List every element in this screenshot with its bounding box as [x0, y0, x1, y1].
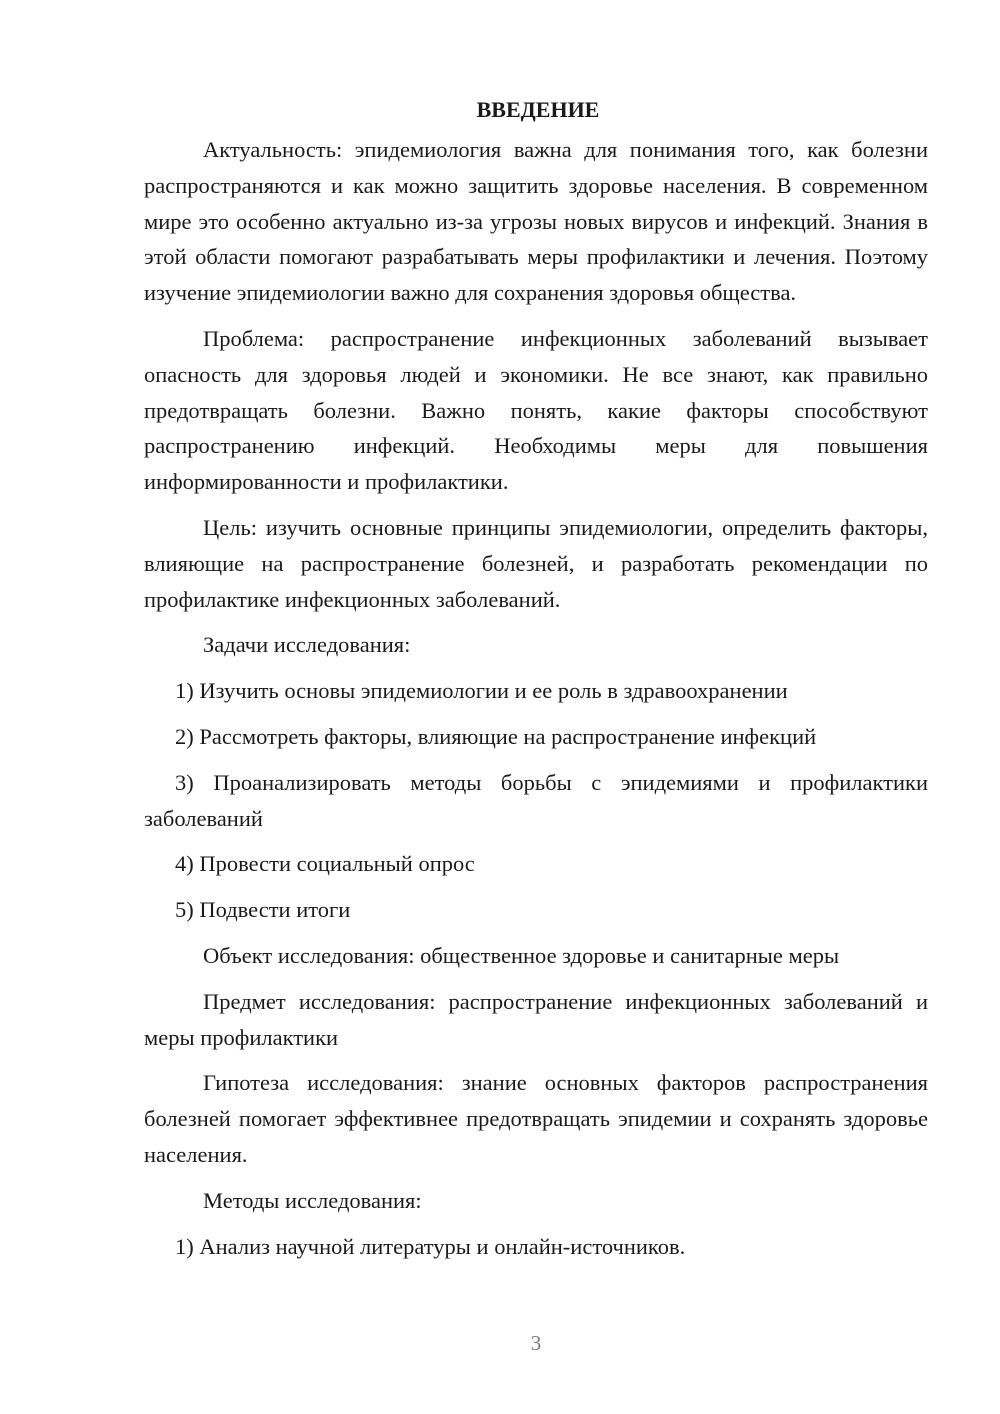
- relevance-paragraph: Актуальность: эпидемиология важна для понимания того, как болезни распространяются и как можно защитить здоровье населения. В современном мире это особенно актуально из-за угрозы новых вирусов и инфекций. Знания в этой области помогают разрабатывать меры профилактики и лечения. Поэтому изучение эпидемиологии важно для сохранения здоровья общества.: [144, 137, 928, 306]
- page-title: ВВЕДЕНИЕ: [476, 97, 600, 122]
- problem-paragraph: Проблема: распространение инфекционных заболеваний вызывает опасность для здоровья людей и экономики. Не все знают, как правильно предотвращать болезни. Важно понять, какие факторы способствуют распространению инфекций. Необходимы меры для повышения информированности и профилактики.: [144, 325, 928, 495]
- goal-paragraph: Цель: изучить основные принципы эпидемиологии, определить факторы, влияющие на распространение болезней, и разработать рекомендации по профилактике инфекционных заболеваний.: [144, 514, 928, 612]
- research-object: Объект исследования: общественное здоровье и санитарные меры: [203, 942, 840, 968]
- research-subject: Предмет исследования: распространение инфекционных заболеваний и меры профилактики: [144, 988, 928, 1050]
- task-item: 1) Изучить основы эпидемиологии и ее роль в здравоохранении: [175, 678, 788, 704]
- method-item: 1) Анализ научной литературы и онлайн-источников.: [175, 1233, 686, 1259]
- task-item: 3) Проанализировать методы борьбы с эпидемиями и профилактики заболеваний: [144, 769, 928, 831]
- research-hypothesis: Гипотеза исследования: знание основных факторов распространения болезней помогает эффективнее предотвращать эпидемии и сохранять здоровье населения.: [144, 1070, 928, 1167]
- task-item: 5) Подвести итоги: [175, 897, 351, 923]
- tasks-heading: Задачи исследования:: [203, 632, 411, 658]
- page-number: 3: [530, 1331, 542, 1355]
- task-item: 4) Провести социальный опрос: [175, 851, 475, 877]
- task-item: 2) Рассмотреть факторы, влияющие на распространение инфекций: [175, 723, 817, 749]
- document-page: [144, 92, 928, 1274]
- methods-heading: Методы исследования:: [203, 1187, 422, 1213]
